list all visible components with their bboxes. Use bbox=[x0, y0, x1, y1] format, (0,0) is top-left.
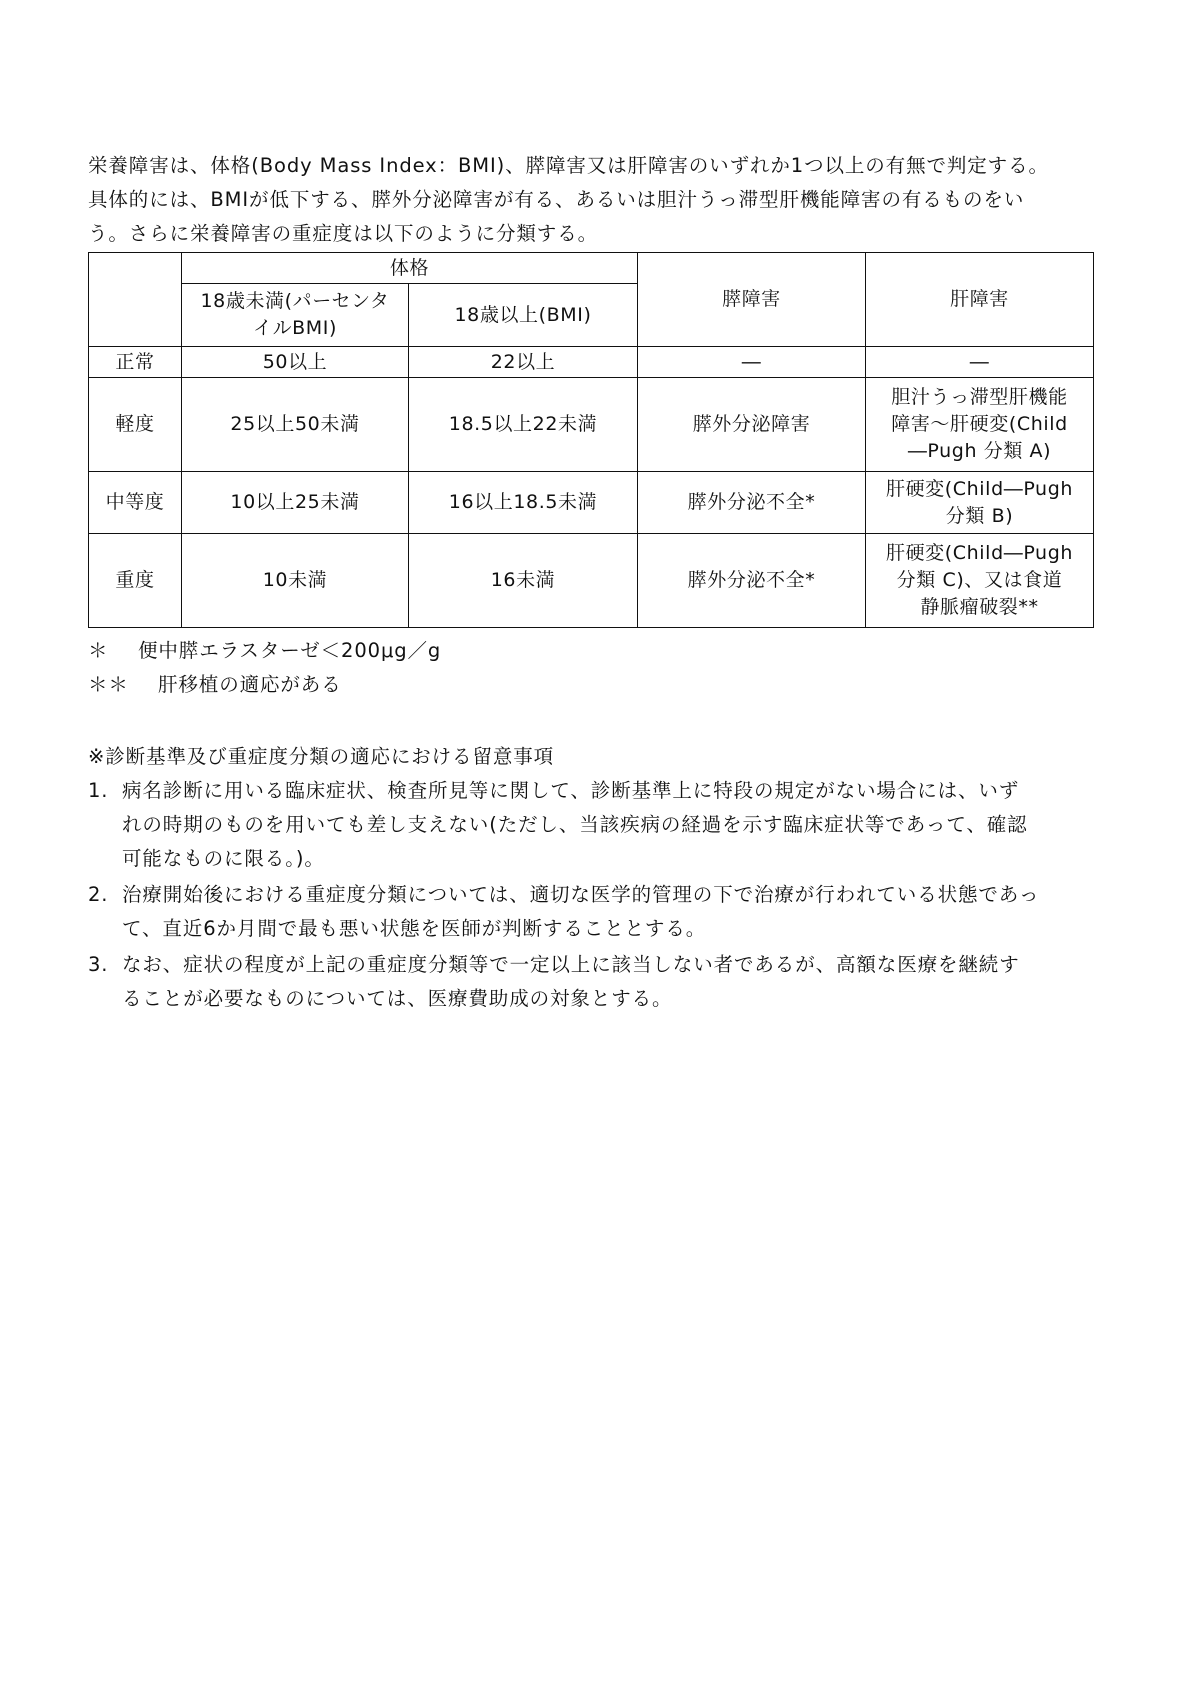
over18-cell: 16以上18.5未満 bbox=[409, 472, 638, 534]
grade-cell: 正常 bbox=[89, 347, 182, 378]
table-row bbox=[89, 534, 1094, 628]
under18-cell: 50以上 bbox=[182, 347, 409, 378]
header-pancreas: 膵障害 bbox=[638, 253, 866, 347]
pancreas-cell: ― bbox=[638, 347, 866, 378]
liver-cell: 肝硬変(Child―Pugh 分類 C)、又は食道 静脈瘤破裂** bbox=[866, 534, 1094, 628]
over18-cell: 16未満 bbox=[409, 534, 638, 628]
header-physique: 体格 bbox=[182, 253, 638, 284]
under18-cell: 25以上50未満 bbox=[182, 378, 409, 472]
asterisk-mark: ＊ bbox=[88, 639, 109, 662]
notes-heading: ※診断基準及び重症度分類の適応における留意事項 bbox=[88, 745, 555, 768]
double-asterisk-mark: ＊＊ bbox=[88, 673, 129, 696]
under18-cell: 10以上25未満 bbox=[182, 472, 409, 534]
footnote-2 bbox=[88, 668, 342, 702]
footnote-1 bbox=[88, 634, 441, 668]
item-number: 1. bbox=[88, 779, 109, 802]
corner-cell bbox=[89, 253, 182, 347]
document-page: 栄養障害は、体格(Body Mass Index：BMI)、膵障害又は肝障害のいずれか1つ以上の有無で判定する。 具体的には、BMIが低下する、膵外分泌障害が有る、あるいは胆汁うっ滞型肝機能障害の有るものをい う。さらに栄養障害の重症度は以下のように分類する。 体格 膵障害 肝障害 18歳未満(パーセンタ イルBMI) 18歳以上(BMI) 正常 50以上 22以上 ― ― 軽度 25以上50未満 18.5以上22未満 膵外分泌障害 胆汁うっ滞型肝機能 障害～肝硬変(Child ―Pugh 分類 A) 中等度 10以上25未満 16以上18.5未満 膵外分泌不全* 肝硬変(Child―Pugh 分類 B) 重度 10未満 16未満 膵外分泌不全* 肝硬変(Child―Pugh 分類 C)、又は食道 静脈瘤破裂** ＊ 便中膵エラスターゼ＜200μg／g ＊＊ 肝移植の適応がある ※診断基準及び重症度分類の適応における留意事項 1. 病名診断に用いる臨床症状、検査所見等に関して、診断基準上に特段の規定がない場合には、いず れの時期のものを用いても差し支えない(ただし、当該疾病の経過を示す臨床症状等であって、確認 可能なものに限る。)。 2. 治療開始後における重症度分類については、適切な医学的管理の下で治療が行われている状態であっ て、直近6か月間で最も悪い状態を医師が判断することとする。 3. なお、症状の程度が上記の重症度分類等で一定以上に該当しない者であるが、高額な医療を継続す ることが必要なものについては、医療費助成の対象とする。 bbox=[0, 0, 1181, 1695]
header-under18: 18歳未満(パーセンタ イルBMI) bbox=[182, 284, 409, 347]
header-liver: 肝障害 bbox=[866, 253, 1094, 347]
over18-cell: 22以上 bbox=[409, 347, 638, 378]
footnote-text: 肝移植の適応がある bbox=[158, 673, 342, 696]
table-row bbox=[89, 378, 1094, 472]
table-header-row bbox=[89, 253, 1094, 284]
item-number: 2. bbox=[88, 883, 109, 906]
under18-cell: 10未満 bbox=[182, 534, 409, 628]
liver-cell: ― bbox=[866, 347, 1094, 378]
intro-line-1: 栄養障害は、体格(Body Mass Index：BMI)、膵障害又は肝障害のいずれか1つ以上の有無で判定する。 bbox=[88, 154, 1049, 177]
liver-cell: 肝硬変(Child―Pugh 分類 B) bbox=[866, 472, 1094, 534]
pancreas-cell: 膵外分泌障害 bbox=[638, 378, 866, 472]
pancreas-cell: 膵外分泌不全* bbox=[638, 534, 866, 628]
over18-cell: 18.5以上22未満 bbox=[409, 378, 638, 472]
intro-line-2: 具体的には、BMIが低下する、膵外分泌障害が有る、あるいは胆汁うっ滞型肝機能障害の有るものをい bbox=[88, 188, 1025, 211]
grade-cell: 重度 bbox=[89, 534, 182, 628]
header-over18: 18歳以上(BMI) bbox=[409, 284, 638, 347]
footnote-text: 便中膵エラスターゼ＜200μg／g bbox=[138, 639, 442, 662]
table-row bbox=[89, 347, 1094, 378]
item-number: 3. bbox=[88, 953, 109, 976]
grade-cell: 軽度 bbox=[89, 378, 182, 472]
severity-table bbox=[88, 252, 1094, 628]
intro-line-3: う。さらに栄養障害の重症度は以下のように分類する。 bbox=[88, 222, 599, 245]
pancreas-cell: 膵外分泌不全* bbox=[638, 472, 866, 534]
grade-cell: 中等度 bbox=[89, 472, 182, 534]
table-row bbox=[89, 472, 1094, 534]
liver-cell: 胆汁うっ滞型肝機能 障害～肝硬変(Child ―Pugh 分類 A) bbox=[866, 378, 1094, 472]
